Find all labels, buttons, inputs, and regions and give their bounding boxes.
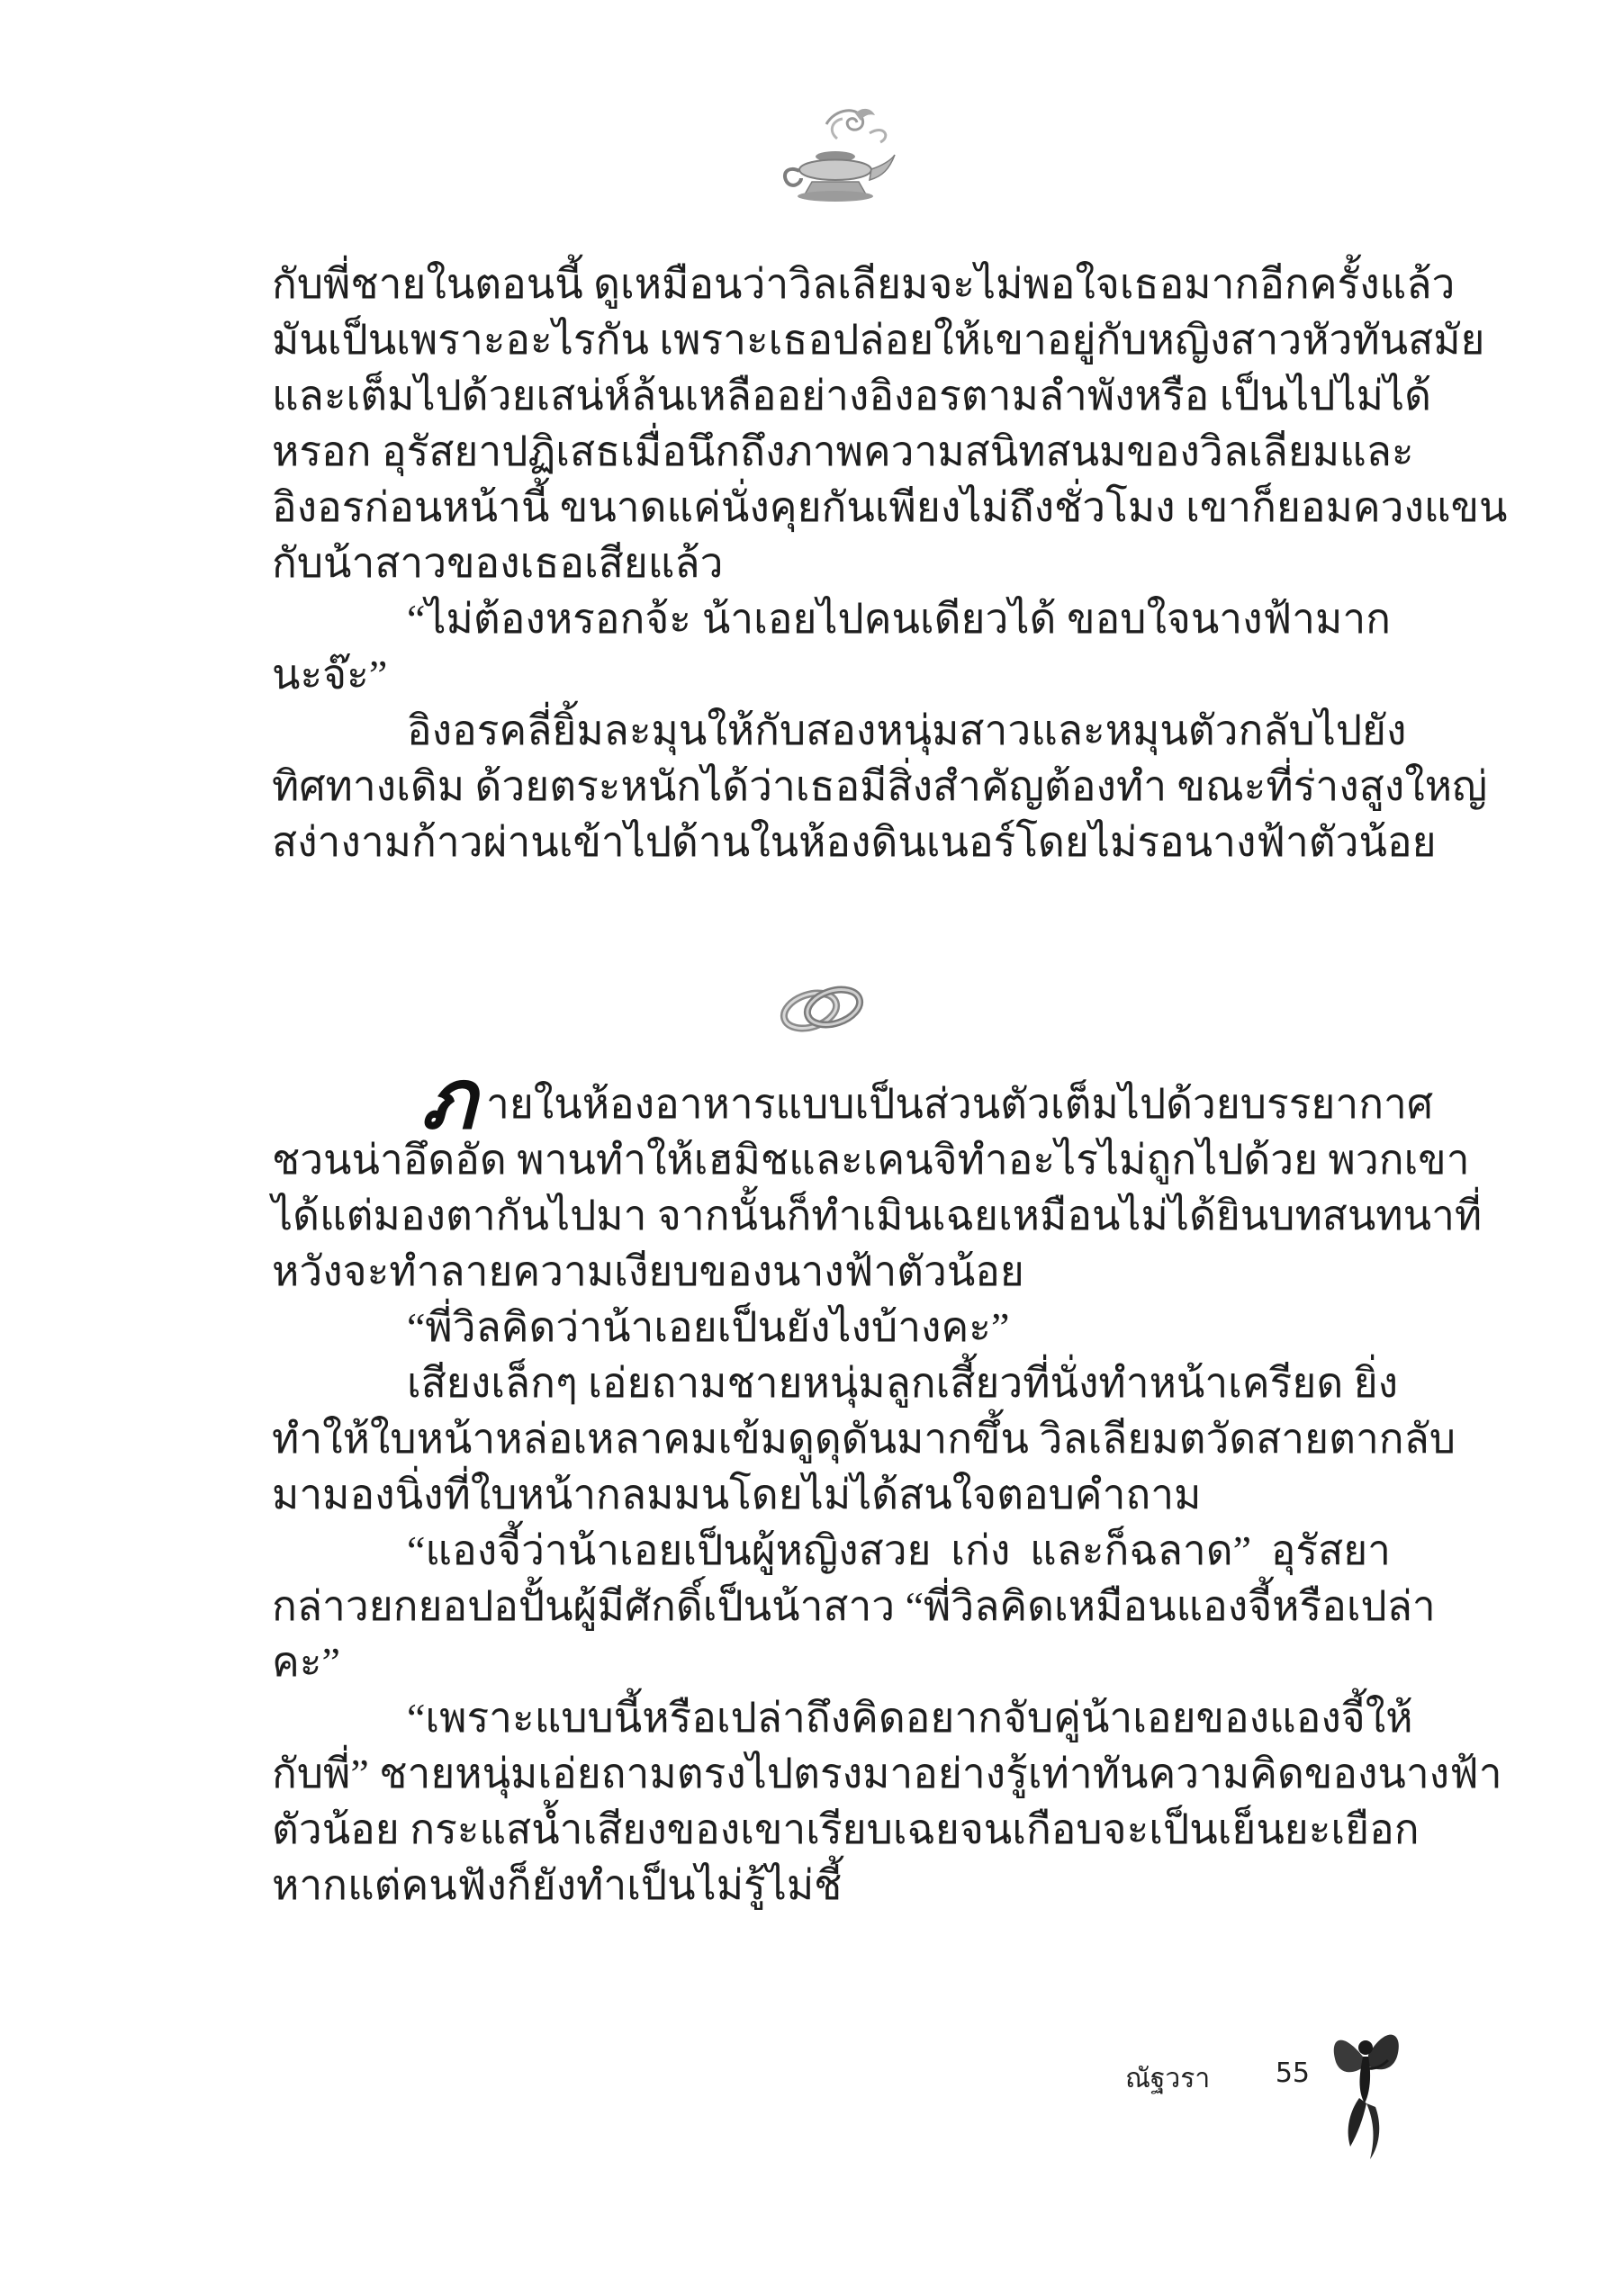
text-line: อิงอรคลี่ยิ้มละมุนให้กับสองหนุ่มสาวและหมุนตัวกลับไปยัง: [407, 707, 1407, 753]
fairy-icon: [1323, 2021, 1404, 2165]
drop-cap: ภ: [421, 1054, 476, 1146]
author-name: ณัฐวรา: [1125, 2063, 1211, 2094]
dialogue-line: “แองจี้ว่าน้าเอยเป็นผู้หญิงสวย เก่ง และก็ฉลาด” อุรัสยา: [407, 1527, 1391, 1573]
text-line: ทำให้ใบหน้าหล่อเหลาคมเข้มดูดุดันมากขึ้น วิลเลียมตวัดสายตากลับ: [272, 1416, 1456, 1462]
dialogue-line: “เพราะแบบนี้หรือเปล่าถึงคิดอยากจับคู่น้าเอยของแองจี้ให้: [407, 1695, 1413, 1741]
page-number: 55: [1275, 2057, 1310, 2089]
text-line: หากแต่คนฟังก็ยังทำเป็นไม่รู้ไม่ชี้: [272, 1862, 843, 1908]
page-footer: [1125, 2057, 1310, 2100]
text-line: กล่าวยกยอปอปั้นผู้มีศักดิ์เป็นน้าสาว “พี่วิลคิดเหมือนแองจี้หรือเปล่า: [272, 1583, 1436, 1629]
text-line: กับพี่ชายในตอนนี้ ดูเหมือนว่าวิลเลียมจะไม่พอใจเธอมากอีกครั้งแล้ว: [272, 261, 1456, 307]
text-line: และเต็มไปด้วยเสน่ห์ล้นเหลืออย่างอิงอรตามลำพังหรือ เป็นไปไม่ได้: [272, 373, 1431, 419]
text-line: สง่างามก้าวผ่านเข้าไปด้านในห้องดินเนอร์โดยไม่รอนางฟ้าตัวน้อย: [272, 819, 1437, 865]
paragraph-section-1: [272, 257, 1508, 870]
text-line: หวังจะทำลายความเงียบของนางฟ้าตัวน้อย: [272, 1248, 1024, 1294]
text-line: เสียงเล็กๆ เอ่ยถามชายหนุ่มลูกเสี้ยวที่นั่งทำหน้าเครียด ยิ่ง: [407, 1360, 1399, 1406]
text-line: อิงอรก่อนหน้านี้ ขนาดแค่นั่งคุยกันเพียงไม่ถึงชั่วโมง เขาก็ยอมควงแขน: [272, 484, 1508, 530]
paragraph-section-2: [272, 1054, 1502, 1913]
text-line: ายในห้องอาหารแบบเป็นส่วนตัวเต็มไปด้วยบรรยากาศ: [486, 1081, 1434, 1127]
dialogue-line: “พี่วิลคิดว่าน้าเอยเป็นยังไงบ้างคะ”: [407, 1304, 1010, 1350]
text-line: กับพี่” ชายหนุ่มเอ่ยถามตรงไปตรงมาอย่างรู้เท่าทันความคิดของนางฟ้า: [272, 1751, 1502, 1796]
dropcap-line: [272, 1054, 1434, 1146]
wedding-rings-icon: [772, 977, 871, 1040]
text-line: ตัวน้อย กระแสน้ำเสียงของเขาเรียบเฉยจนเกือบจะเป็นเย็นยะเยือก: [272, 1806, 1420, 1852]
text-line: คะ”: [272, 1639, 340, 1685]
text-line: ทิศทางเดิม ด้วยตระหนักได้ว่าเธอมีสิ่งสำคัญต้องทำ ขณะที่ร่างสูงใหญ่: [272, 763, 1488, 809]
text-line: นะจ๊ะ”: [272, 652, 388, 698]
text-line: ชวนน่าอึดอัด พานทำให้เฮมิชและเคนจิทำอะไรไม่ถูกไปด้วย พวกเขา: [272, 1137, 1470, 1183]
magic-lamp-icon: [772, 106, 898, 207]
dialogue-line: “ไม่ต้องหรอกจ้ะ น้าเอยไปคนเดียวได้ ขอบใจนางฟ้ามาก: [407, 596, 1391, 642]
text-line: หรอก อุรัสยาปฏิเสธเมื่อนึกถึงภาพความสนิทสนมของวิลเลียมและ: [272, 428, 1414, 474]
text-line: ได้แต่มองตากันไปมา จากนั้นก็ทำเมินเฉยเหมือนไม่ได้ยินบทสนทนาที่: [272, 1193, 1483, 1238]
text-line: กับน้าสาวของเธอเสียแล้ว: [272, 540, 724, 586]
text-line: มันเป็นเพราะอะไรกัน เพราะเธอปล่อยให้เขาอยู่กับหญิงสาวหัวทันสมัย: [272, 317, 1485, 363]
text-line: มามองนิ่งที่ใบหน้ากลมมนโดยไม่ได้สนใจตอบคำถาม: [272, 1472, 1202, 1517]
